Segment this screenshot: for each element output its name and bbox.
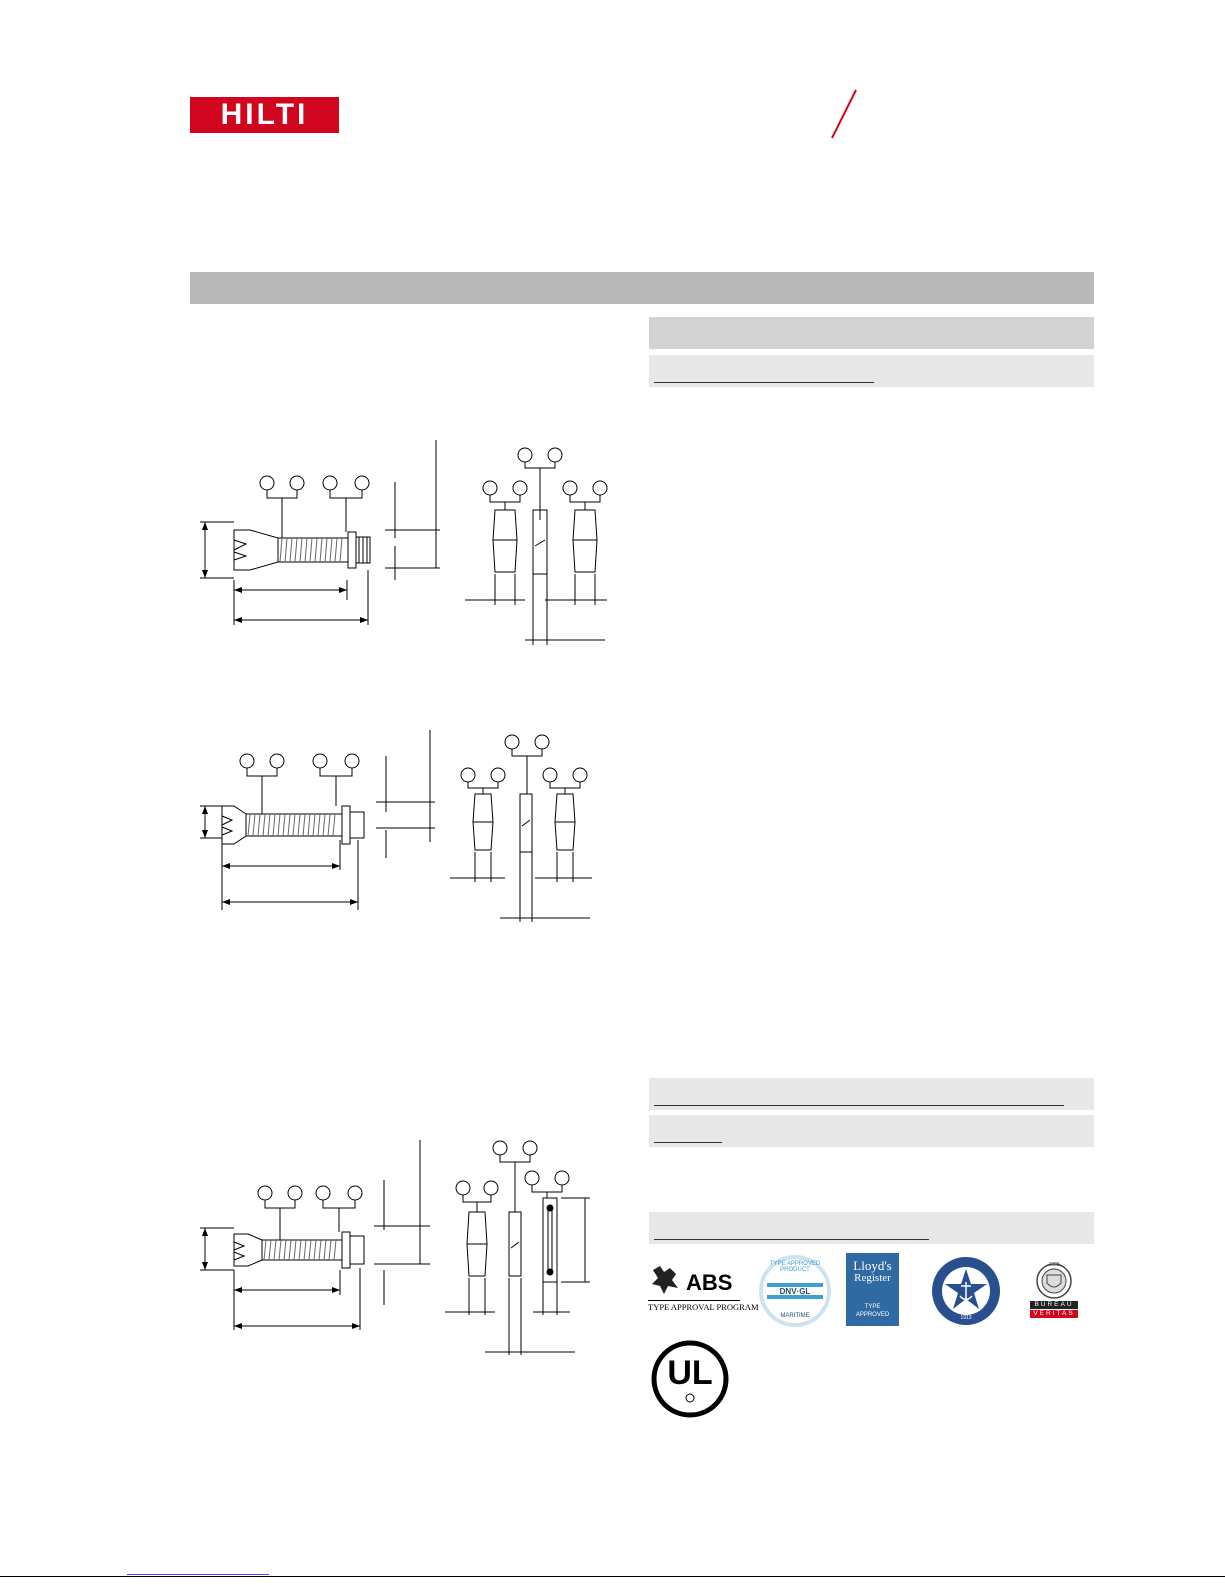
info-row-bar [649, 1078, 1094, 1110]
link-underline [654, 1105, 1064, 1106]
dnv-sub: MARITIME [780, 1313, 810, 1319]
subsection-header-bar [649, 317, 1094, 349]
abs-name: ABS [686, 1270, 733, 1295]
brand-slash-icon [826, 88, 866, 140]
nut-washer-drawing-2 [450, 730, 620, 930]
approvals-header-bar [649, 1212, 1094, 1244]
link-underline [654, 1142, 722, 1143]
section-header-bar [190, 272, 1094, 304]
bv-year: 1828 [1048, 1262, 1060, 1268]
abs-tagline: TYPE APPROVAL PROGRAM [648, 1302, 759, 1312]
dnv-name: DNV·GL [779, 1287, 811, 1296]
logo-text: HILTI [220, 98, 309, 131]
lloyds-sub-line2: APPROVED [855, 1312, 890, 1318]
ul-logo [651, 1340, 729, 1418]
lloyds-register-logo [846, 1253, 899, 1326]
footer-rule [0, 1576, 1225, 1577]
nut-washer-drawing-3 [445, 1140, 625, 1375]
link-underline [654, 1239, 929, 1240]
bureau-veritas-logo [1030, 1261, 1078, 1321]
info-row-bar [649, 1115, 1094, 1147]
eagle-icon [650, 1264, 680, 1300]
nut-washer-drawing-1 [465, 440, 625, 655]
info-row-bar [649, 355, 1094, 387]
rs-year: 1913 [960, 1315, 972, 1321]
ul-name: UL [667, 1354, 713, 1392]
lloyds-name-line1: Lloyd's [853, 1258, 892, 1273]
footer-link-underline[interactable] [127, 1574, 269, 1575]
dnv-gl-logo [759, 1255, 831, 1327]
link-underline [654, 382, 874, 383]
lloyds-sub-line1: TYPE [864, 1304, 881, 1310]
bv-name-line1: BUREAU [1030, 1301, 1078, 1309]
rs-register-logo [931, 1256, 1001, 1326]
hilti-logo [190, 97, 339, 133]
dnv-arc-text: TYPE APPROVED PRODUCT [769, 1261, 821, 1273]
abs-divider [648, 1300, 740, 1301]
bv-name-line2: VERITAS [1030, 1310, 1078, 1318]
lloyds-name-line2: Register [854, 1272, 891, 1284]
abs-logo [648, 1264, 759, 1316]
